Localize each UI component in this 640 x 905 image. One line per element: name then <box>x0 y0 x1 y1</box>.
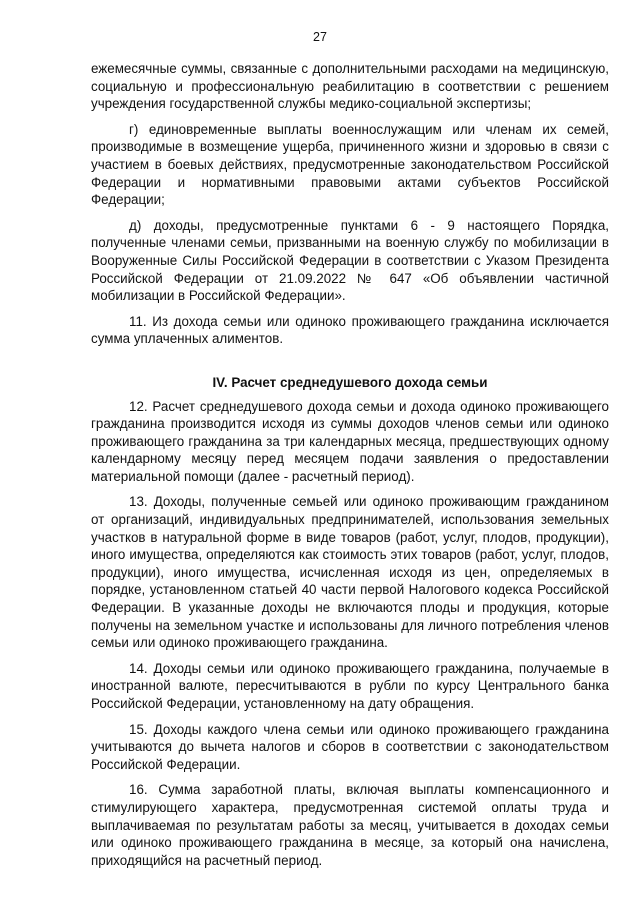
document-body <box>91 60 609 877</box>
paragraph-12: 12. Расчет среднедушевого дохода семьи и дохода одиноко проживающего гражданина производится исходя из суммы доходов членов семьи или одиноко проживающего гражданина за три календарных месяца, предшествующих одному календарному месяцу перед месяцем подачи заявления о предоставлении материальной помощи (далее - расчетный период). <box>91 398 609 484</box>
paragraph-item-d: д) доходы, предусмотренные пунктами 6 - 9 настоящего Порядка, полученные членами семьи, призванными на военную службу по мобилизации в Вооруженные Силы Российской Федерации в соответствии с Указом Президента Российской Федерации от 21.09.2022 № 647 «Об объявлении частичной мобилизации в Российской Федерации». <box>91 217 609 304</box>
paragraph-16: 16. Сумма заработной платы, включая выплаты компенсационного и стимулирующего характера, предусмотренная системой оплаты труда и выплачиваемая по результатам работы за месяц, учитывается в доходах семьи или одиноко проживающего гражданина в месяце, за который она начислена, приходящийся на расчетный период. <box>91 782 609 868</box>
paragraph-13: 13. Доходы, полученные семьей или одиноко проживающим гражданином от организаций, индивидуальных предпринимателей, использования земельных участков в натуральной форме в виде товаров (работ, услуг, плодов, продукции), иного имущества, определяются как стоимость этих товаров (работ, услуг, плодов, продукции), иного имущества, исчисленная исходя из цен, определяемых в порядке, установленном статьей 40 части первой Налогового кодекса Российской Федерации. В указанные доходы не включаются плоды и продукция, которые получены на земельном участке и использованы для личного потребления членов семьи или одиноко проживающего гражданина. <box>91 494 609 651</box>
paragraph-continuation: ежемесячные суммы, связанные с дополнительными расходами на медицинскую, социальную и профессиональную реабилитацию в соответствии с решением учреждения государственной службы медико-социальной экспертизы; <box>91 61 609 112</box>
paragraph-14: 14. Доходы семьи или одиноко проживающего гражданина, получаемые в иностранной валюте, пересчитываются в рубли по курсу Центрального банка Российской Федерации, установленному на дату обращения. <box>91 660 609 711</box>
paragraph-15: 15. Доходы каждого члена семьи или одиноко проживающего гражданина учитываются до вычета налогов и сборов в соответствии с законодательством Российской Федерации. <box>91 721 609 772</box>
paragraph-11: 11. Из дохода семьи или одиноко проживающего гражданина исключается сумма уплаченных алиментов. <box>91 313 609 347</box>
paragraph-item-g: г) единовременные выплаты военнослужащим или членам их семей, производимые в возмещение ущерба, причиненного жизни и здоровью в связи с участием в боевых действиях, предусмотренные законодательством Российской Федерации и нормативными правовыми актами субъектов Российской Федерации; <box>91 121 609 208</box>
section-heading: IV. Расчет среднедушевого дохода семьи <box>212 374 488 390</box>
page-number: 27 <box>313 30 327 44</box>
